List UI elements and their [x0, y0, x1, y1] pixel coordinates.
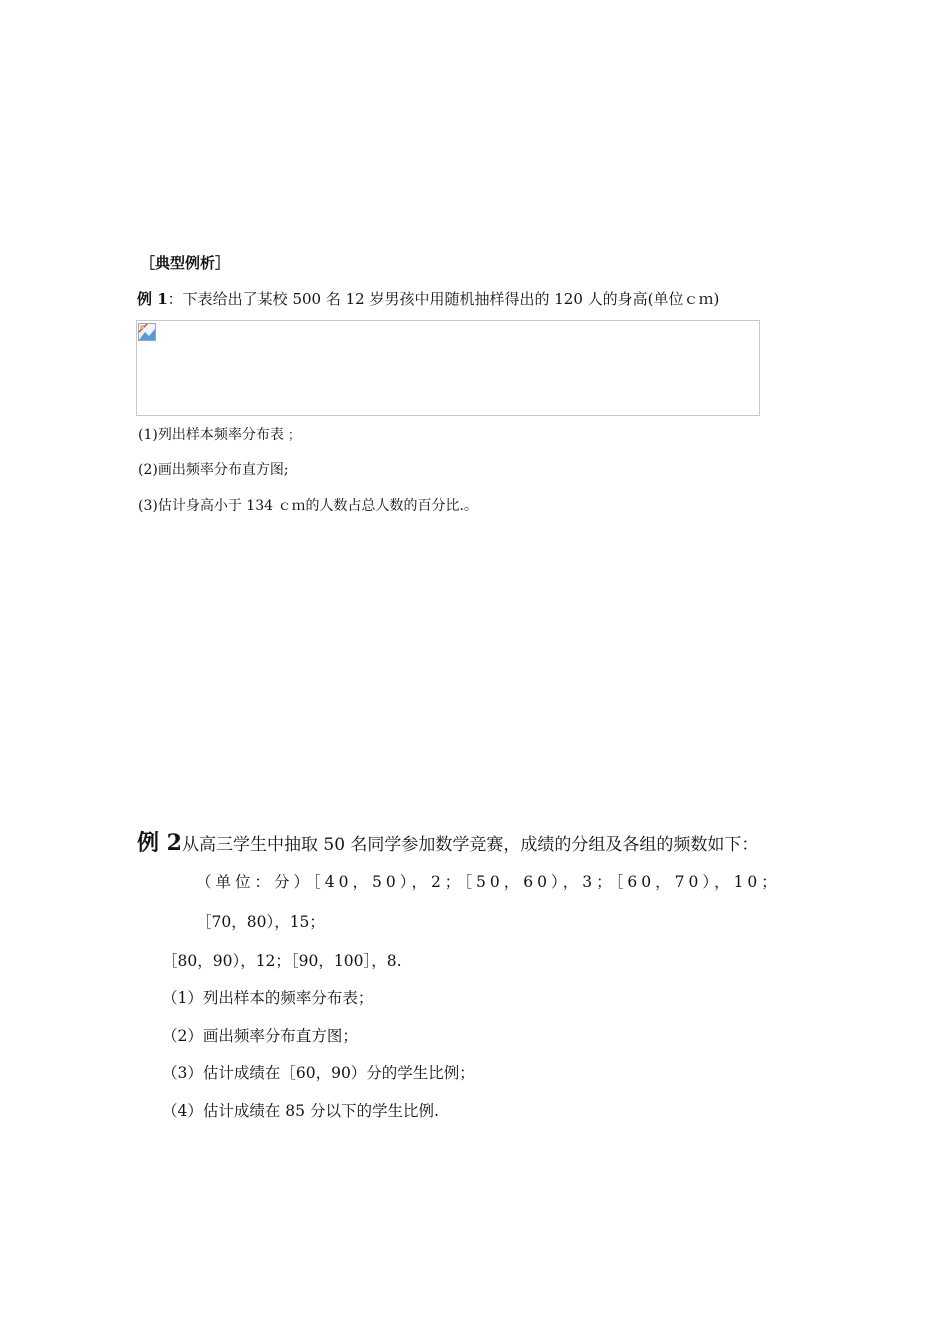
section-heading: ［典型例析］ — [140, 254, 231, 272]
example2-data-line-1: （单位：分）［40，50），2；［50，60），3；［60，70），10； — [196, 873, 781, 891]
example2-question-1: （1）列出样本的频率分布表； — [162, 989, 374, 1007]
example1-question-3: (3)估计身高小于 134 ｃｍ的人数占总人数的百分比.。 — [138, 498, 478, 514]
table-image-placeholder — [136, 320, 760, 416]
example2-title — [137, 826, 758, 857]
example2-data-line-3: ［80，90），12；［90，100］，8. — [162, 952, 402, 970]
example1-question-1: (1)列出样本频率分布表﹔ — [138, 427, 298, 443]
broken-image-icon — [138, 323, 156, 341]
example1-label: 例 1 — [137, 290, 168, 308]
example2-question-4: （4）估计成绩在 85 分以下的学生比例. — [162, 1102, 439, 1120]
example1-question-2: (2)画出频率分布直方图; — [138, 462, 289, 478]
example2-data-line-2: ［70，80），15； — [196, 913, 325, 931]
example2-question-3: （3）估计成绩在［60，90）分的学生比例； — [162, 1064, 475, 1082]
example2-label: 例 2 — [137, 830, 182, 856]
example2-text: 从高三学生中抽取 50 名同学参加数学竞赛，成绩的分组及各组的频数如下： — [181, 835, 759, 855]
example1-title — [137, 288, 719, 309]
example2-question-2: （2）画出频率分布直方图； — [162, 1027, 358, 1045]
example1-text: ：下表给出了某校 500 名 12 岁男孩中用随机抽样得出的 120 人的身高(单位ｃｍ) — [167, 290, 720, 308]
